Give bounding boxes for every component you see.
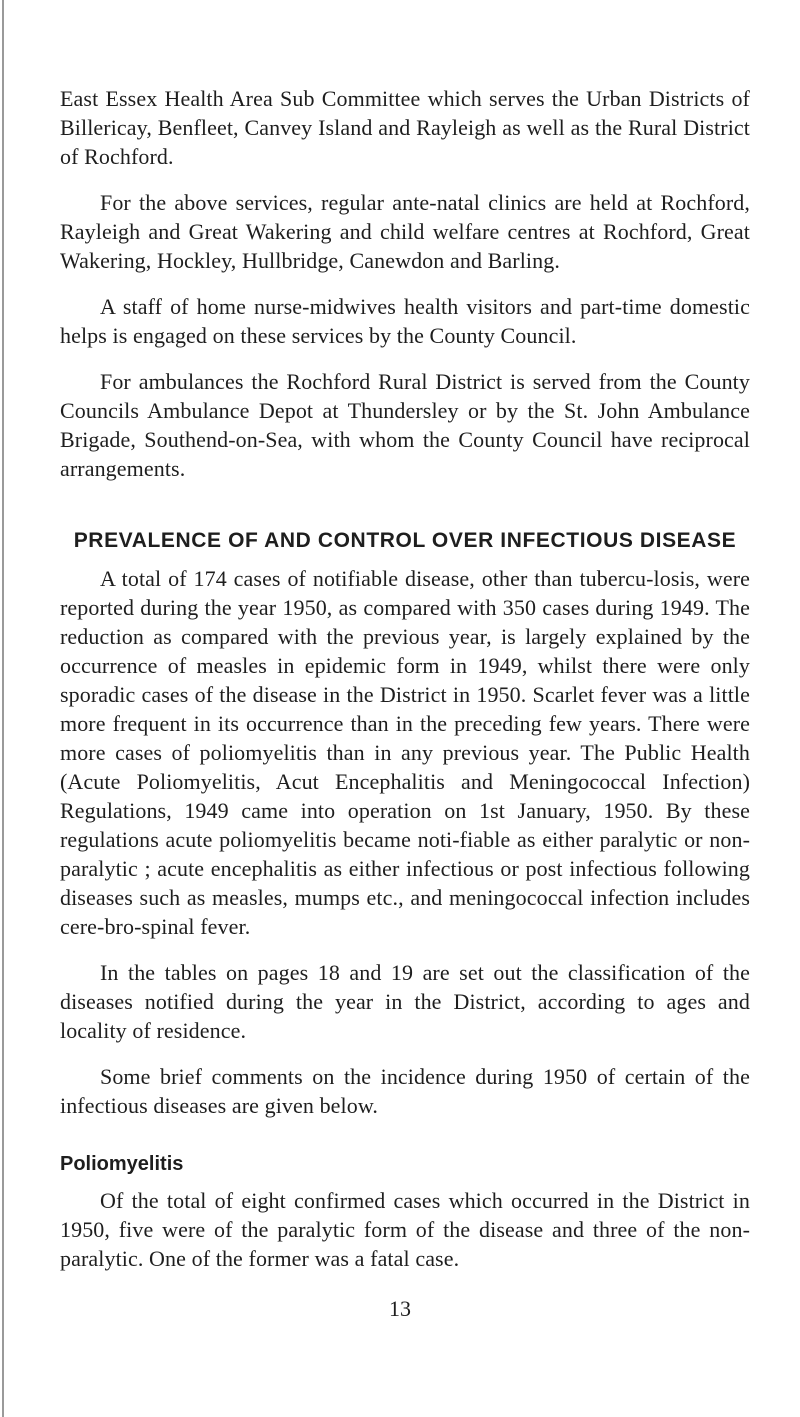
subheading-poliomyelitis: Poliomyelitis [60,1153,184,1175]
page-number: 13 [389,1296,411,1321]
paragraph-notifiable-cases: A total of 174 cases of notifiable disease, other than tubercu-losis, were reported during the year 1950, as compared with 350 cases during 1949. The reduction as compared with the previous year, is largely explained by the occurrence of measles in epidemic form in 1949, whilst there were only sporadic cases of the disease in the District in 1950. Scarlet fever was a little more frequent in its occurrence than in the preceding few years. There were more cases of poliomyelitis than in any previous year. The Public Health (Acute Poliomyelitis, Acut Encephalitis and Meningococcal Infection) Regulations, 1949 came into operation on 1st January, 1950. By these regulations acute poliomyelitis became noti-fiable as either paralytic or non-paralytic ; acute encephalitis as either infectious or post infectious following diseases such as measles, mumps etc., and meningococcal infection includes cere-bro-spinal fever. [60,566,750,939]
paragraph-staff: A staff of home nurse-midwives health visitors and part-time domestic helps is engaged on these services by the County Council. [60,294,750,348]
paragraph-poliomyelitis-cases: Of the total of eight confirmed cases which occurred in the District in 1950, five were of the paralytic form of the disease and three of the non-paralytic. One of the former was a fatal case. [60,1188,750,1271]
paragraph-ambulances: For ambulances the Rochford Rural District is served from the County Councils Ambulance Depot at Thundersley or by the St. John Ambulance Brigade, Southend-on-Sea, with whom the County Council have reciprocal arrangements. [60,369,750,481]
paragraph-brief-comments: Some brief comments on the incidence during 1950 of certain of the infectious diseases are given below. [60,1064,750,1118]
paragraph-clinics: For the above services, regular ante-natal clinics are held at Rochford, Rayleigh and Great Wakering and child welfare centres at Rochford, Great Wakering, Hockley, Hullbridge, Canewdon and Barling. [60,190,750,273]
document-page [60,84,750,1273]
paragraph-health-area: East Essex Health Area Sub Committee which serves the Urban Districts of Billericay, Benfleet, Canvey Island and Rayleigh as well as the Rural District of Rochford. [60,86,750,169]
section-heading-infectious-disease: PREVALENCE OF AND CONTROL OVER INFECTIOUS DISEASE [73,529,737,552]
paragraph-tables-reference: In the tables on pages 18 and 19 are set out the classification of the diseases notified during the year in the District, according to ages and locality of residence. [60,960,750,1043]
page-edge-line [2,0,4,1417]
